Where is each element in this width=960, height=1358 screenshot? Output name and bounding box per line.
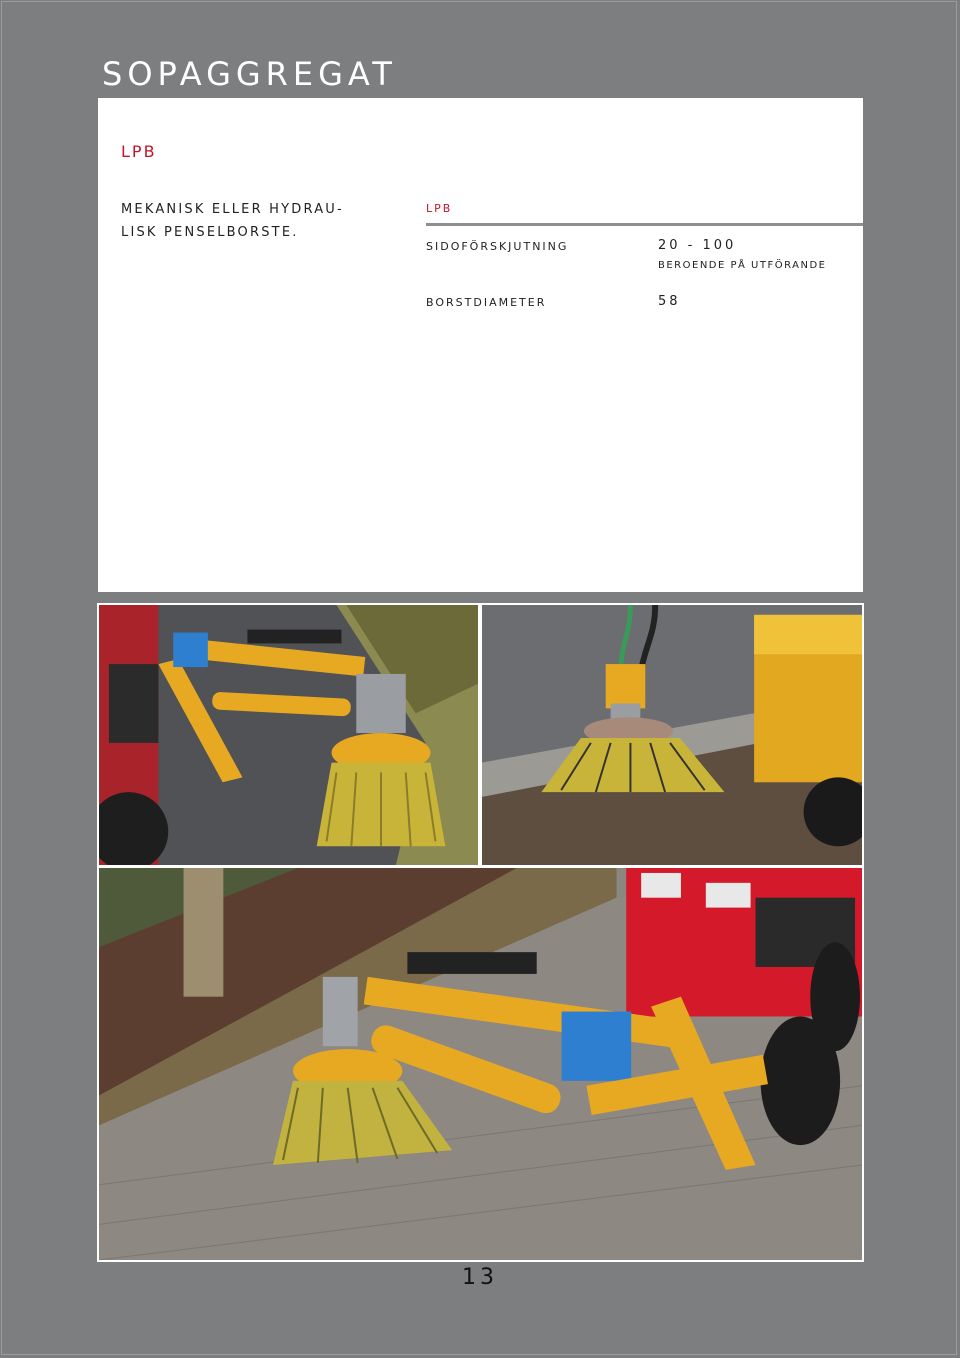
spec-note: BEROENDE PÅ UTFÖRANDE <box>658 260 827 271</box>
product-name: LPB <box>121 142 157 161</box>
spec-heading: LPB <box>426 202 453 215</box>
photo-sweeper-curb <box>480 603 864 867</box>
spec-label: BORSTDIAMETER <box>426 296 547 309</box>
photo-sweeper-tractor <box>97 866 864 1262</box>
page-title: SOPAGGREGAT <box>102 55 397 93</box>
photo-sweeper-asphalt <box>97 603 480 867</box>
spec-label: SIDOFÖRSKJUTNING <box>426 240 569 253</box>
sweeper-curb-illustration <box>482 605 862 865</box>
spec-table <box>426 202 863 338</box>
sweeper-asphalt-illustration <box>99 605 478 865</box>
spec-row <box>426 282 863 338</box>
page-number: 13 <box>462 1265 498 1290</box>
info-panel <box>98 98 863 592</box>
spec-value: 58 <box>658 294 681 309</box>
spec-value: 20 - 100 <box>658 238 737 253</box>
sweeper-tractor-illustration <box>99 868 862 1260</box>
spec-row <box>426 226 863 282</box>
product-description: MEKANISK ELLER HYDRAU- LISK PENSELBORSTE. <box>121 202 344 240</box>
